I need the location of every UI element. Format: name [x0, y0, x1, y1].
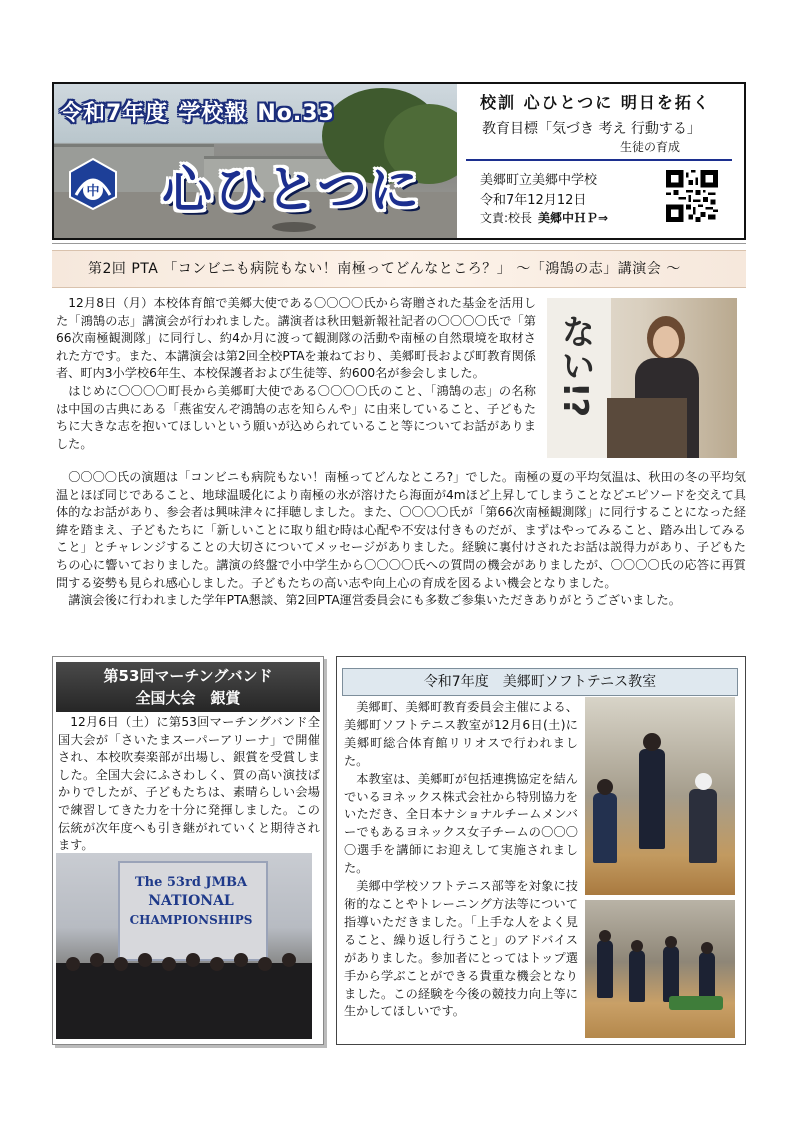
header-divider: [466, 159, 732, 161]
issue-number: No.33: [257, 101, 335, 126]
emblem-character: 中: [86, 184, 100, 199]
author-line: [480, 209, 608, 226]
soft-tennis-paragraph-3: 美郷中学校ソフトテニス部等を対象に技術的なことやトレーニング方法等について指導いただきました。「上手な人をよく見ること、繰り返し行うこと」のアドバイスがありました。参加者にとってはトップ選手から学ぶことができる貴重な機会となりました。この経験を今後の競技力向上等に生かしてほしいです。: [344, 879, 578, 1019]
article-paragraph-2: はじめに〇〇〇〇町長から美郷町大使である〇〇〇〇氏のこと、「鴻鵠の志」の名称は中国の古典にある「燕雀安んぞ鴻鵠の志を知らんや」に由来していること、子どもたちに大きな志を抱いてほしいという願いが込められていること等についてお話がありました。: [56, 383, 536, 451]
soft-tennis-practice-photo: [585, 900, 735, 1038]
author-label: 文責:校長: [480, 211, 533, 225]
education-goal: 教育目標「気づき 考え 行動する」: [482, 121, 701, 137]
education-goal-suffix: 生徒の育成: [620, 140, 681, 154]
photo-sign-text: ない!?: [555, 314, 595, 418]
article-paragraph-3: 〇〇〇〇氏の演題は「コンビニも病院もない！南極ってどんなところ?」でした。南極の夏の平均気温は、秋田の冬の平均気温とほぼ同じであること、地球温暖化により南極の氷が溶けたら海面が4mほど上昇してしまうことなどエピソードを交えて具体的なお話があり、参会者は興味津々に拝聴しました。また、〇〇〇〇氏が「第66次南極観測隊」に同行することになった経緯を踏まえ、子どもたちに「新しいことに取り組む時は心配や不安は付きものだが、まずはやってみること、踏み出してみること」とチャレンジすることの大切さについてメッセージがありました。経験に裏付けされたお話は説得力があり、子どもたちの心に響いておりました。講演の終盤で小中学生から〇〇〇〇氏への質問の機会がありましたが、〇〇〇〇氏の応答に再質問する姿勢も見られ感心しました。子どもたちの高い志や向上心の育成を図るよい機会となりました。: [56, 470, 746, 590]
school-name: 美郷町立美郷中学校: [480, 173, 598, 188]
soft-tennis-heading: 令和7年度 美郷町ソフトテニス教室: [342, 668, 738, 696]
marching-band-text: [58, 714, 320, 855]
masthead-title: 心ひとつに: [162, 161, 421, 219]
speaker-photo: [547, 298, 737, 458]
qr-code-icon[interactable]: [666, 170, 718, 222]
homepage-link[interactable]: 美郷中ＨＰ⇒: [538, 211, 609, 225]
issue-year: 令和7年度: [60, 101, 169, 126]
article-body-bottom: [56, 469, 746, 610]
school-emblem-icon: [66, 157, 120, 211]
photo-sign-line1: The 53rd JMBA: [134, 875, 248, 890]
soft-tennis-text: [344, 699, 578, 1021]
article-heading: 第2回 PTA 「コンビニも病院もない！南極ってどんなところ？」 ～「鴻鵠の志」講演会 ～: [52, 250, 746, 288]
photo-sign-line3: CHAMPIONSHIPS: [129, 913, 253, 927]
photo-sign-line2: NATIONAL: [148, 893, 234, 909]
marching-band-photo: [56, 853, 312, 1039]
marching-band-paragraph: 12月6日（土）に第53回マーチングバンド全国大会が「さいたまスーパーアリーナ」で開催され、本校吹奏楽部が出場し、銀賞を受賞しました。全国大会にふさわしく、質の高い演技ばかりでしたが、子どもたちは、素晴らしい会場で練習してきた力を十分に発揮しました。この伝統が次年度へも引き継がれていくと期待されます。: [58, 715, 320, 853]
marching-band-heading-line1: 第53回マーチングバンド: [103, 667, 273, 685]
soft-tennis-lecture-photo: [585, 697, 735, 895]
soft-tennis-paragraph-2: 本教室は、美郷町が包括連携協定を結んでいるヨネックス株式会社から特別協力をいただき、全日本ナショナルチームメンバーでもあるヨネックス女子チームの〇〇〇〇選手を講師にお迎えして実施されました。: [344, 771, 578, 876]
school-motto: 校訓 心ひとつに 明日を拓く: [480, 93, 711, 112]
article-body-top: [56, 295, 536, 453]
marching-band-heading: [56, 662, 320, 712]
marching-band-heading-line2: 全国大会 銀賞: [135, 689, 241, 707]
article-paragraph-1: 12月8日（月）本校体育館で美郷大使である〇〇〇〇氏から寄贈された基金を活用した「鴻鵠の志」講演会が行われました。講演者は秋田魁新報社記者の〇〇〇〇氏で「第66次南極観測隊」に同行し、約4か月に渡って観測隊の活動や南極の自然環境を取材された方です。また、本講演会は第2回全校PTAを兼ねており、美郷町長および町教育関係者、町内3小学校6年生、本校保護者および生徒等、約600名が参会しました。: [56, 296, 536, 381]
issue-date: 令和7年12月12日: [480, 193, 587, 208]
section-divider: [52, 243, 746, 244]
issue-title: [60, 96, 345, 127]
article-paragraph-4: 講演会後に行われました学年PTA懇談、第2回PTA運営委員会にも多数ご参集いただきありがとうございました。: [68, 593, 681, 608]
soft-tennis-paragraph-1: 美郷町、美郷町教育委員会主催による、美郷町ソフトテニス教室が12月6日(土)に美郷町総合体育館リリオスで行われました。: [344, 700, 578, 768]
issue-label: 学校報: [178, 101, 248, 126]
